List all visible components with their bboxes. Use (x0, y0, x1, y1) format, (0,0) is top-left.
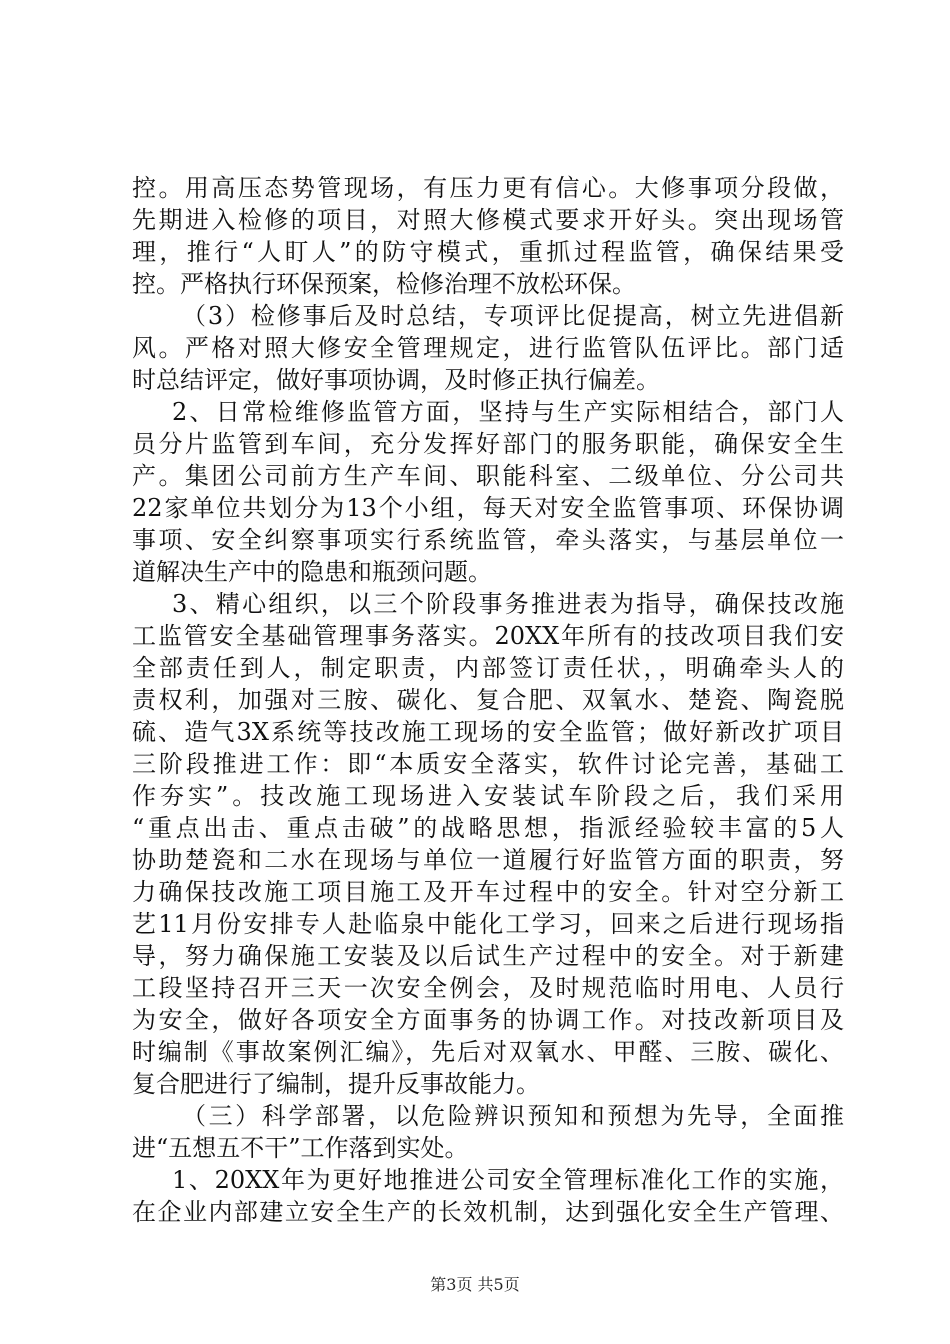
text-line: 22家单位共划分为13个小组，每天对安全监管事项、环保协调 (132, 494, 844, 522)
text-line: 控。严格执行环保预案，检修治理不放松环保。 (132, 270, 636, 298)
text-line: 协助楚瓷和二水在现场与单位一道履行好监管方面的职责，努 (132, 846, 844, 874)
text-line: 在企业内部建立安全生产的长效机制，达到强化安全生产管理、 (132, 1198, 844, 1226)
text-line: 风。严格对照大修安全管理规定，进行监管队伍评比。部门适 (132, 334, 844, 362)
text-line: 员分片监管到车间，充分发挥好部门的服务职能，确保安全生 (132, 430, 844, 458)
text-line: 时总结评定，做好事项协调，及时修正执行偏差。 (132, 366, 660, 394)
text-line: 作夯实”。技改施工现场进入安装试车阶段之后，我们采用 (132, 782, 844, 810)
paragraph-start-line: 1、20XX年为更好地推进公司安全管理标准化工作的实施， (172, 1166, 844, 1194)
text-line: 全部责任到人，制定职责，内部签订责任状，，明确牵头人的 (132, 654, 844, 682)
section-heading-line: （三）科学部署，以危险辨识预知和预想为先导，全面推 (182, 1102, 844, 1130)
text-line: 先期进入检修的项目，对照大修模式要求开好头。突出现场管 (132, 206, 844, 234)
text-line: 复合肥进行了编制，提升反事故能力。 (132, 1070, 540, 1098)
text-line: 硫、造气3X系统等技改施工现场的安全监管；做好新改扩项目 (132, 718, 844, 746)
text-line: 道解决生产中的隐患和瓶颈问题。 (132, 558, 492, 586)
text-line: 导，努力确保施工安装及以后试生产过程中的安全。对于新建 (132, 942, 844, 970)
text-line: 控。用高压态势管现场，有压力更有信心。大修事项分段做， (132, 174, 844, 202)
paragraph-start-line: 2、日常检维修监管方面，坚持与生产实际相结合，部门人 (172, 398, 844, 426)
page-footer: 第3页 共5页 (430, 1275, 520, 1294)
text-line: 为安全，做好各项安全方面事务的协调工作。对技改新项目及 (132, 1006, 844, 1034)
text-line: 力确保技改施工项目施工及开车过程中的安全。针对空分新工 (132, 878, 844, 906)
text-line: 工段坚持召开三天一次安全例会，及时规范临时用电、人员行 (132, 974, 844, 1002)
section-heading-line: 进“五想五不干”工作落到实处。 (132, 1134, 469, 1162)
paragraph-start-line: 3、精心组织，以三个阶段事务推进表为指导，确保技改施 (172, 590, 844, 618)
text-line: 时编制《事故案例汇编》，先后对双氧水、甲醛、三胺、碳化、 (132, 1038, 844, 1066)
text-line: 产。集团公司前方生产车间、职能科室、二级单位、分公司共 (132, 462, 844, 490)
text-line: “重点出击、重点击破”的战略思想，指派经验较丰富的5人 (132, 814, 844, 842)
text-line: 责权利，加强对三胺、碳化、复合肥、双氧水、楚瓷、陶瓷脱 (132, 686, 844, 714)
text-line: 理，推行“人盯人”的防守模式，重抓过程监管，确保结果受 (132, 238, 844, 266)
text-line: 三阶段推进工作：即“本质安全落实，软件讨论完善，基础工 (132, 750, 844, 778)
paragraph-start-line: （3）检修事后及时总结，专项评比促提高，树立先进倡新 (182, 302, 844, 330)
text-line: 艺11月份安排专人赴临泉中能化工学习，回来之后进行现场指 (132, 910, 844, 938)
text-line: 工监管安全基础管理事务落实。20XX年所有的技改项目我们安 (132, 622, 844, 650)
text-line: 事项、安全纠察事项实行系统监管，牵头落实，与基层单位一 (132, 526, 844, 554)
